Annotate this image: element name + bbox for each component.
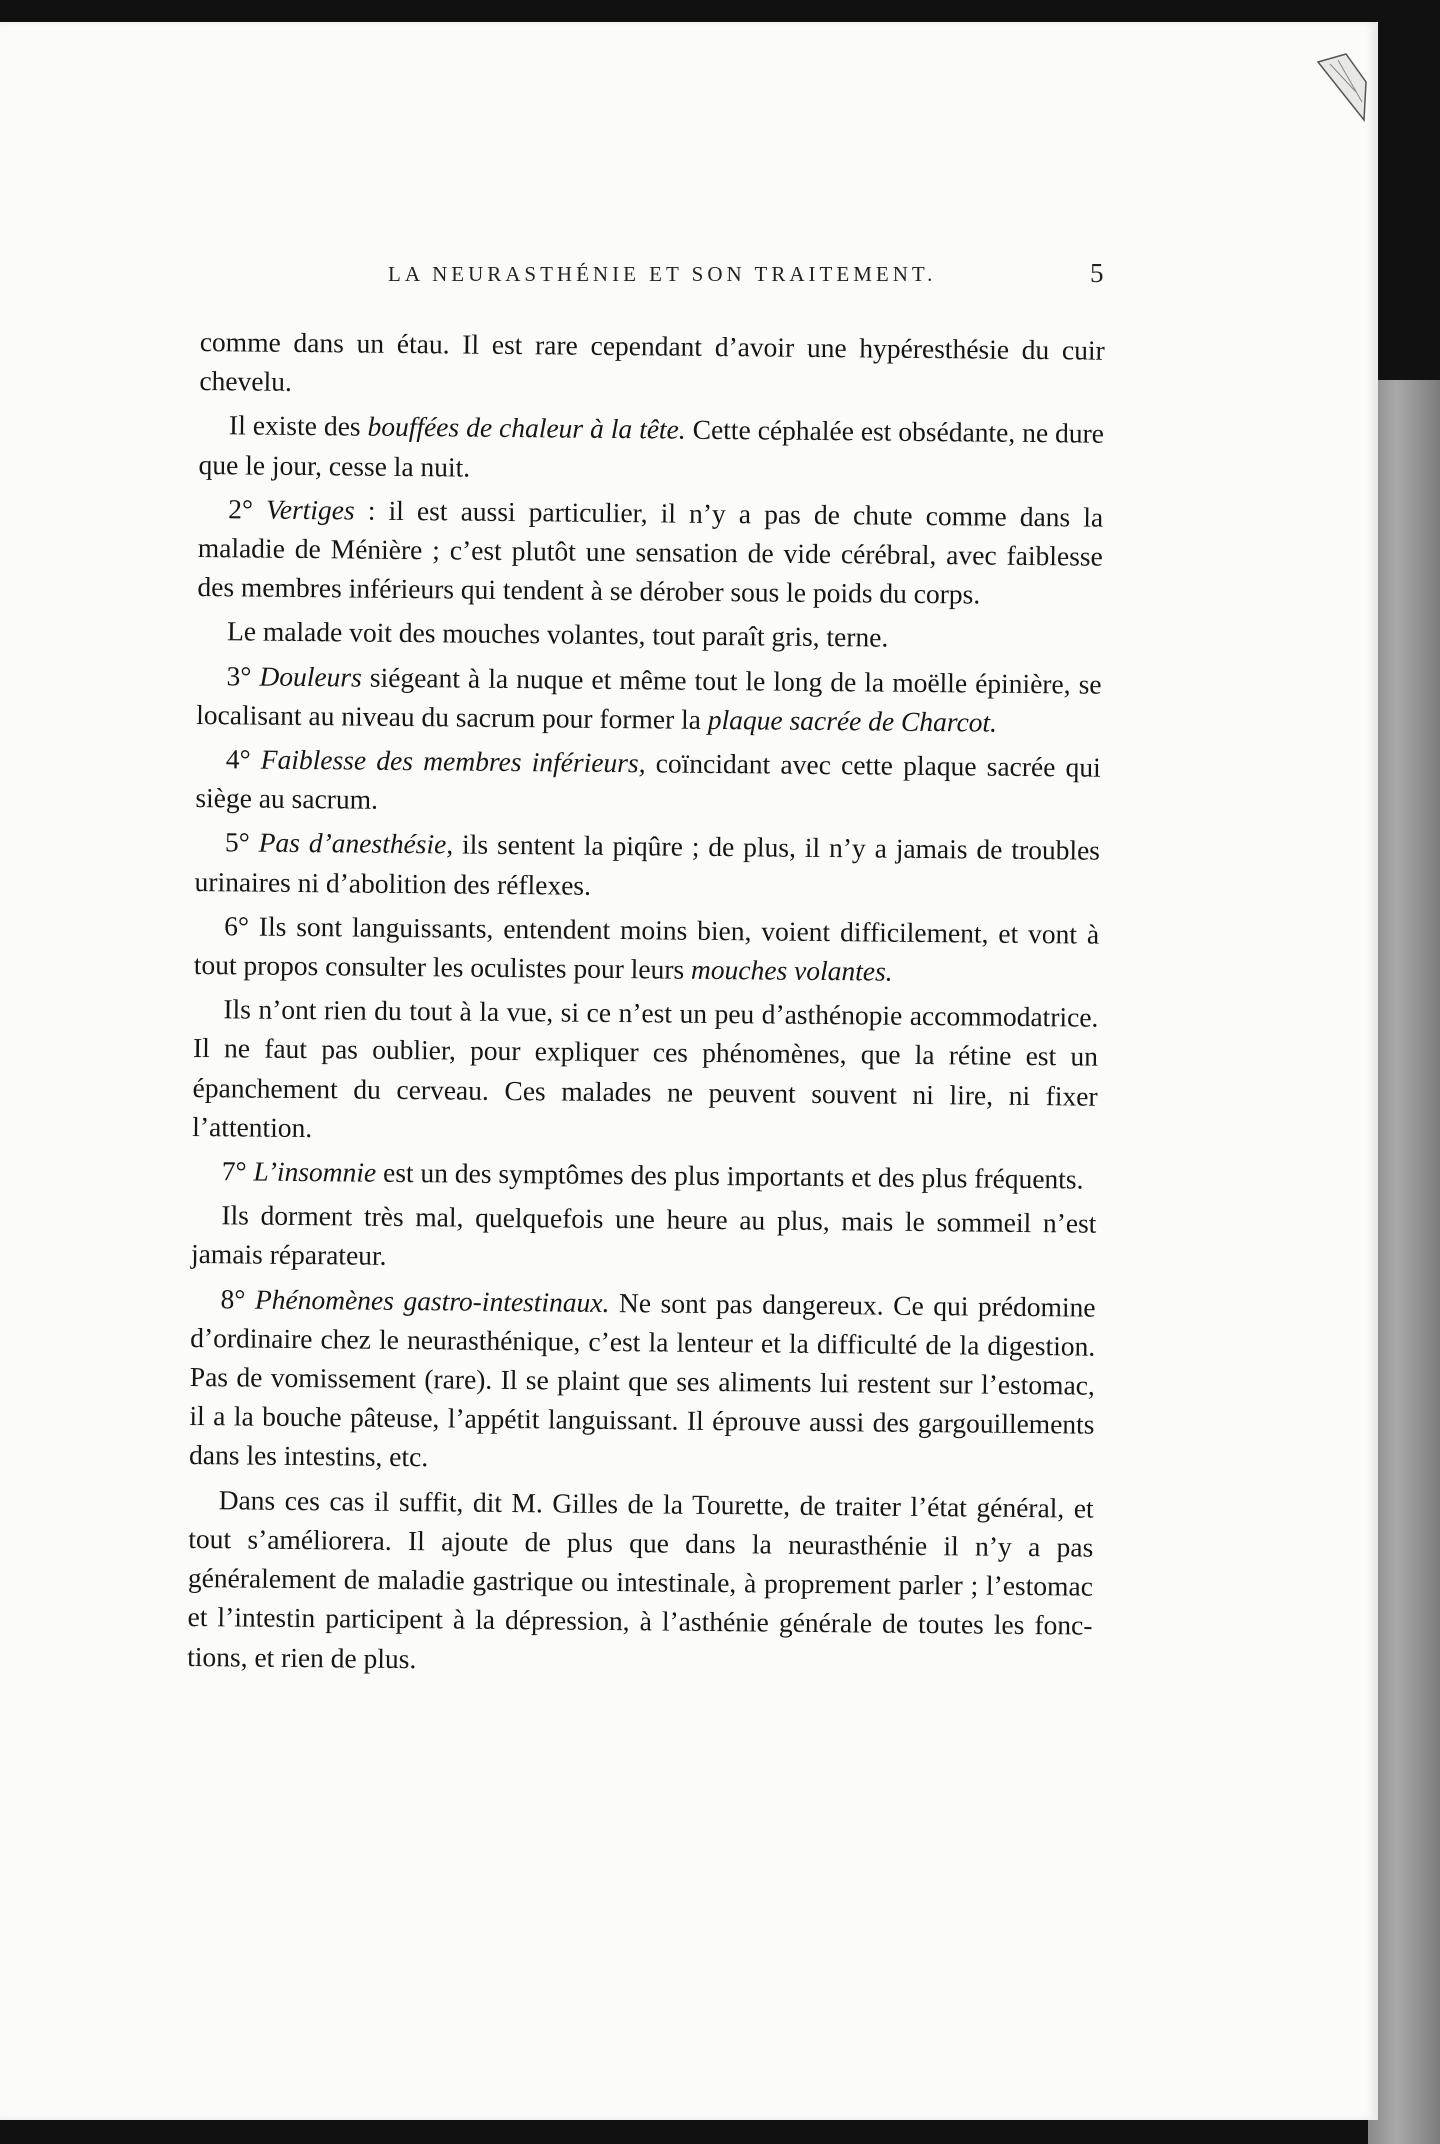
page-body xyxy=(187,322,1105,1689)
paragraph: Il existe des bouffées de chaleur à la tête. Cette céphalée est obsédante, ne dure que le jour, cesse la nuit. xyxy=(198,409,1105,483)
book-page xyxy=(0,22,1378,2120)
paragraph: 5° Pas d’anesthésie, ils sentent la piqûre ; de plus, il n’y a jamais de troubles urinaires ni d’abolition des réflexes. xyxy=(194,826,1101,901)
paragraph: 2° Vertiges : il est aussi particulier, il n’y a pas de chute comme dans la maladie de Ménière ; c’est plutôt une sensation de vide cérébral, avec faiblesse des membres inférieurs qui tendent à se dérober sous le poids du corps. xyxy=(197,493,1104,610)
paragraph: Dans ces cas il suffit, dit M. Gilles de la Tourette, de traiter l’état général, et tout s’améliorera. Il ajoute de plus que dans la neurasthénie il n’y a pas généralement de maladie gastrique ou intestinale, à proprement parler ; l’estomac et l’intestin participent à la dépression, à l’asthénie générale de toutes les fonctions, et rien de plus. xyxy=(187,1483,1094,1674)
paragraph: comme dans un étau. Il est rare cependant d’avoir une hypéresthésie du cuir chevelu. xyxy=(199,325,1105,398)
page-edge xyxy=(1368,380,1440,2144)
paragraph: Ils dorment très mal, quelquefois une heure au plus, mais le sommeil n’est jamais réparateur. xyxy=(190,1199,1097,1272)
paragraph: 8° Phénomènes gastro-intestinaux. Ne sont pas dangereux. Ce qui prédomine d’ordinaire chez le neurasthénique, c’est la lenteur et la difficulté de la digestion. Pas de vomissement (rare). Il se plaint que ses aliments lui restent sur l’estomac, il a la bouche pâteuse, l’appétit languissant. Il éprouve aussi des gargouillements dans les intestins, etc. xyxy=(188,1282,1096,1473)
running-header: LA NEURASTHÉNIE ET SON TRAITEMENT. xyxy=(388,262,937,286)
paragraph: Ils n’ont rien du tout à la vue, si ce n’est un peu d’asthénopie accommodatrice. Il ne faut pas oublier, pour expliquer ces phénomènes, que la rétine est un épanchement du cerveau. Ces malades ne peuvent souvent ni lire, ni fixer l’attention. xyxy=(192,993,1099,1143)
paragraph: 3° Douleurs siégeant à la nuque et même tout le long de la moëlle épinière, se localisant au niveau du sacrum pour former la plaque sacrée de Charcot. xyxy=(196,659,1102,738)
paragraph: 7° L’insomnie est un des symptômes des plus importants et des plus fréquents. xyxy=(221,1155,1084,1195)
paragraph: 6° Ils sont languissants, entendent moins bien, voient difficilement, et vont à tout propos consulter les oculistes pour leurs mouches volantes. xyxy=(193,910,1100,987)
page-number: 5 xyxy=(1090,258,1104,288)
paragraph: Le malade voit des mouches volantes, tout paraît gris, terne. xyxy=(226,615,889,654)
paragraph: 4° Faiblesse des membres inférieurs, coïncidant avec cette plaque sacrée qui siège au sacrum. xyxy=(195,743,1101,815)
folded-corner-icon xyxy=(1316,52,1368,122)
